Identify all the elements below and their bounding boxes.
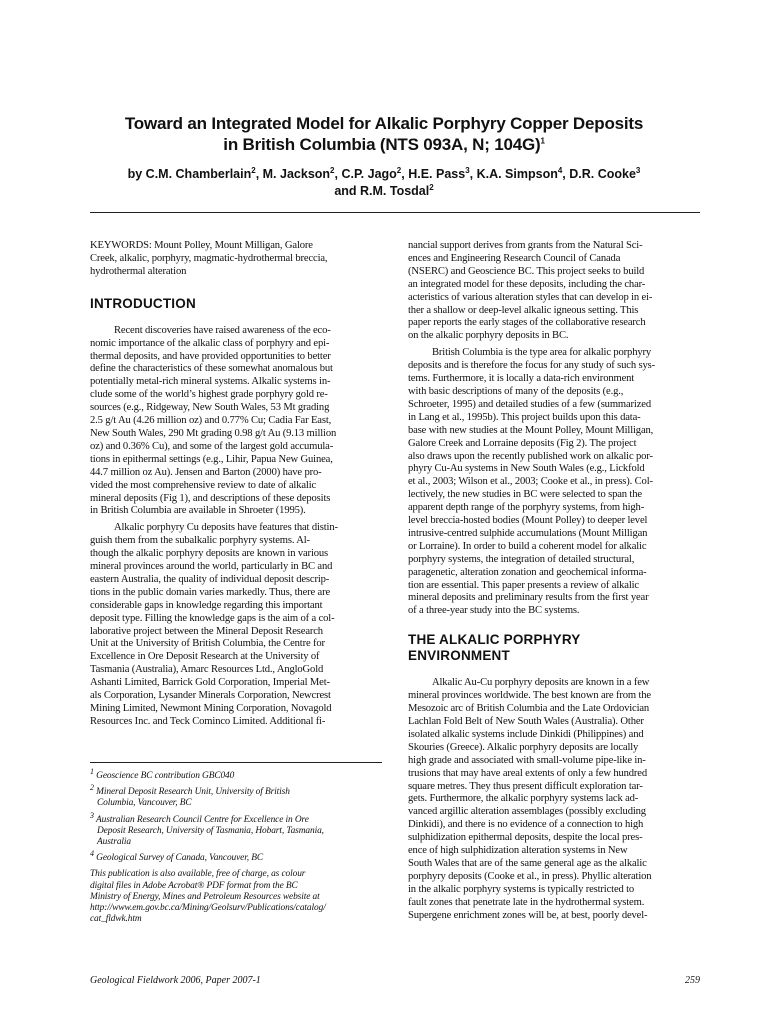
author-affiliation-marker: 2 (251, 165, 256, 175)
text-line: ences and Engineering Research Council of Canada (408, 252, 621, 264)
text-line: (NSERC) and Geoscience BC. This project seeks to build (408, 265, 645, 277)
text-line: deposit type. Filling the knowledge gaps is the aim of a col- (90, 612, 335, 624)
text-line: lectively, the new studies in BC were selected to span the (408, 489, 642, 501)
text-line: mineral deposits and preliminary results from the first year (408, 592, 649, 604)
keywords-paragraph (90, 240, 382, 279)
author: , D.R. Cooke (562, 167, 636, 181)
text-line: trusions that may have areal extents of only a few hundred (408, 767, 647, 779)
text-line: vided the most comprehensive review to date of alkalic (90, 479, 317, 491)
text-line: 44.7 million oz Au). Jensen and Barton (2000) have pro- (90, 466, 322, 478)
text-line: level breccia-hosted bodies (Mount Polley) to deeper level (408, 515, 648, 527)
text-line: clude some of the world’s highest grade porphyry gold re- (90, 389, 328, 401)
author-line-1 (90, 166, 678, 183)
text-line: potentially metal-rich mineral systems. Alkalic systems in- (90, 376, 331, 388)
text-line: with basic descriptions of many of the deposits (e.g., (408, 385, 624, 397)
text-line: porphyry deposits (Cooke et al., in press). Phyllic alteration (408, 870, 652, 882)
footnote (90, 783, 382, 809)
title-line-2-text: in British Columbia (NTS 093A, N; 104G) (223, 135, 541, 154)
text-line: or Lorraine). In order to build a coherent model for alkalic (408, 540, 647, 552)
text-line: Alkalic porphyry Cu deposits have features that distin- (114, 522, 338, 534)
text-line: mineral provinces worldwide. The best known are from the (408, 690, 651, 702)
text-line: tems. Furthermore, it is locally a data-rich environment (408, 373, 635, 385)
text-line: Alkalic Au-Cu porphyry deposits are known in a few (432, 677, 650, 689)
text-line: South Wales that are of the same general age as the alkalic (408, 857, 647, 869)
text-line: Excellence in Ore Deposit Research at the University of (90, 651, 320, 663)
text-line: Mesozoic arc of British Columbia and the Late Ordovician (408, 703, 650, 715)
footnote-marker: 1 (90, 766, 94, 776)
footnote-divider (90, 762, 382, 763)
author: and R.M. Tosdal (334, 184, 430, 198)
text-line: Tasmania (Australia), Amarc Resources Ltd., AngloGold (90, 664, 324, 676)
text-line: paragenetic, alteration zonation and geochemical informa- (408, 566, 647, 578)
text-line: Ashanti Limited, Barrick Gold Corporation, Imperial Met- (90, 677, 330, 689)
footnote-line: This publication is also available, free of charge, as colour (90, 869, 306, 880)
footnote-line (90, 810, 382, 826)
text-line: Unit at the University of British Columbia, the Centre for (90, 638, 325, 650)
text-line: in the alkalic porphyry systems is typically restricted to (408, 883, 635, 895)
footnote (90, 849, 382, 864)
text-line: guish them from the subalkalic porphyry systems. Al- (90, 535, 310, 547)
text-line: New South Wales, 290 Mt grading 0.98 g/t Au (9.13 million (90, 427, 337, 439)
text-line: though the alkalic porphyry deposits are known in various (90, 548, 328, 560)
footnote-line: Ministry of Energy, Mines and Petroleum Resources website at (90, 891, 320, 902)
footnote-line: Columbia, Vancouver, BC (97, 798, 192, 809)
introduction-paragraph-1 (90, 325, 382, 519)
text-line: define the characteristics of these somewhat anomalous but (90, 363, 333, 375)
text-line: Creek, alkalic, porphyry, magmatic-hydrothermal breccia, (90, 252, 328, 264)
footnote-line: digital files in Adobe Acrobat® PDF format from the BC (90, 880, 298, 891)
title-line-1: Toward an Integrated Model for Alkalic Porphyry Copper Deposits (124, 114, 644, 133)
footnote-text: Mineral Deposit Research Unit, University of British (96, 787, 290, 798)
publication-note (90, 869, 382, 925)
footnote-line: Australia (97, 837, 131, 848)
text-line: also draws upon the recently published work on alkalic por- (408, 450, 653, 462)
text-line: intrusive-centred sulphide accumulations (Mount Milligan (408, 527, 648, 539)
footnote-line: cat_fldwk.htm (90, 914, 142, 925)
author: , K.A. Simpson (469, 167, 558, 181)
author: , H.E. Pass (401, 167, 466, 181)
author-affiliation-marker: 3 (465, 165, 470, 175)
footnote-marker: 4 (90, 849, 94, 859)
author: by C.M. Chamberlain (127, 167, 252, 181)
text-line: laborative project between the Mineral Deposit Research (90, 625, 323, 637)
footnote-text: Australian Research Council Centre for Excellence in Ore (95, 814, 309, 825)
text-line: paper reports the early stages of the collaborative research (408, 317, 646, 329)
text-line: mineral deposits (Fig 1), and descriptions of these deposits (90, 492, 331, 504)
text-line: ence of high sulphidization alteration systems in New (408, 845, 628, 857)
text-line: als Corporation, Lysander Minerals Corporation, Newcrest (90, 690, 331, 702)
text-line: vanced argillic alteration assemblages (possibly excluding (408, 806, 646, 818)
footnote-line (90, 783, 382, 798)
text-line: in British Columbia are available in Shroeter (1995). (90, 505, 306, 517)
author-line-2 (90, 183, 678, 200)
author-affiliation-marker: 2 (429, 182, 434, 192)
text-line: apparent depth range of the porphyry systems, from high- (408, 502, 645, 514)
text-line: phyry Cu-Au systems in New South Wales (e.g., Lickfold (408, 463, 645, 475)
text-line: Dinkidi), and there is no evidence of a connection to high (408, 819, 644, 831)
text-line: of a three-year study into the BC systems. (408, 605, 580, 617)
author-affiliation-marker: 4 (557, 165, 563, 175)
funding-paragraph (408, 240, 700, 343)
text-line: sources (e.g., Ridgeway, New South Wales, 53 Mt grading (90, 402, 330, 414)
footnote-marker: 2 (90, 783, 94, 793)
text-line: tions in the public domain varies markedly. Thus, there are (90, 586, 331, 598)
text-line: KEYWORDS: Mount Polley, Mount Milligan, Galore (90, 240, 313, 251)
text-line: 2.5 g/t Au (4.26 million oz) and 0.77% Cu; Cadia Far East, (90, 415, 332, 427)
text-line: acteristics of various alteration styles that can develop in ei- (408, 291, 653, 303)
footnote-line (90, 849, 382, 864)
footnote-line: Deposit Research, University of Tasmania, Hobart, Tasmania, (97, 825, 324, 836)
text-line: oz) and 0.36% Cu), and some of the largest gold accumula- (90, 440, 334, 452)
text-line: gets. Furthermore, the alkalic porphyry systems lack ad- (408, 793, 639, 805)
text-line: Recent discoveries have raised awareness of the eco- (114, 324, 331, 336)
text-line: Lachlan Fold Belt of New South Wales (Australia). Other (408, 716, 644, 727)
text-line: Supergene enrichment zones will be, at best, poorly devel- (408, 909, 648, 921)
text-line: et al., 2003; Wilson et al., 2003; Cooke et al., in press). Col- (408, 476, 653, 488)
alkalic-porphyry-paragraph (408, 677, 700, 922)
text-line: hydrothermal alteration (90, 265, 187, 277)
text-line: Resources Inc. and Teck Cominco Limited. Additional fi- (90, 715, 326, 727)
footnotes (90, 766, 382, 930)
text-line: thermal deposits, and have provided opportunities to better (90, 350, 331, 362)
text-line: tions in epithermal settings (e.g., Lihir, Papua New Guinea, (90, 453, 333, 465)
footnote-line: http://www.em.gov.bc.ca/Mining/Geolsurv/Publications/catalog/ (90, 903, 326, 914)
text-line: tion are essential. This paper presents a review of alkalic (408, 579, 639, 591)
text-line: deposits and is therefore the focus for any study of such sys- (408, 360, 655, 372)
text-line: British Columbia is the type area for alkalic porphyry (432, 347, 652, 359)
heading-line: ENVIRONMENT (408, 648, 510, 664)
footnote-line (90, 766, 382, 782)
text-line: isolated alkalic systems include Dinkidi (Philippines) and (408, 728, 644, 740)
text-line: in Lang et al., 1995b). This project builds upon this data- (408, 411, 641, 423)
author-list (90, 166, 678, 200)
text-line: ther a shallow or deep-level alkalic igneous setting. This (408, 304, 639, 316)
alkalic-porphyry-environment-heading (408, 632, 700, 664)
footnote-marker: 3 (90, 810, 94, 820)
text-line: Galore Creek and Lorraine deposits (Fig 2). The project (408, 437, 637, 449)
text-line: high grade and associated with small-volume pipe-like in- (408, 754, 646, 766)
author-affiliation-marker: 2 (396, 165, 402, 175)
text-line: sulphidization epithermal deposits, despite the local pres- (408, 832, 643, 844)
author-affiliation-marker: 2 (330, 165, 335, 175)
british-columbia-paragraph (408, 347, 700, 618)
text-line: on the alkalic porphyry deposits in BC. (408, 330, 569, 342)
text-line: considerable gaps in knowledge regarding this important (90, 599, 323, 611)
text-line: nancial support derives from grants from the Natural Sci- (408, 240, 643, 251)
journal-footer: Geological Fieldwork 2006, Paper 2007-1 (90, 975, 261, 986)
footnote (90, 766, 382, 782)
header-divider (90, 212, 700, 213)
author-affiliation-marker: 3 (635, 165, 641, 175)
title-footnote-marker: 1 (540, 136, 545, 146)
footnote-text: Geoscience BC contribution GBC040 (96, 771, 235, 781)
footnote (90, 810, 382, 849)
text-line: nomic importance of the alkalic class of porphyry and epi- (90, 337, 330, 349)
page-number: 259 (685, 975, 700, 986)
text-line: an integrated model for these deposits, including the char- (408, 278, 646, 290)
introduction-paragraph-2 (90, 522, 382, 729)
left-column (90, 240, 382, 729)
author: , M. Jackson (255, 167, 331, 181)
text-line: fault zones that penetrate late in the hydrothermal system. (408, 896, 645, 908)
footnote-text: Geological Survey of Canada, Vancouver, BC (96, 853, 264, 864)
text-line: Mining Limited, Newmont Mining Corporation, Novagold (90, 703, 332, 714)
text-line: porphyry systems, the integration of detailed structural, (408, 553, 635, 565)
text-line: Skouries (Greece). Alkalic porphyry deposits are locally (408, 741, 639, 753)
heading-line: THE ALKALIC PORPHYRY (408, 632, 581, 648)
right-column (408, 240, 700, 923)
text-line: base with new studies at the Mount Polley, Mount Milligan, (408, 424, 654, 436)
text-line: eastern Australia, the quality of individual deposit descrip- (90, 573, 330, 585)
paper-title (90, 113, 678, 155)
text-line: square metres. They thus present difficult exploration tar- (408, 780, 643, 792)
text-line: mineral provinces around the world, particularly in BC and (90, 561, 333, 573)
introduction-heading: INTRODUCTION (90, 295, 196, 311)
author: , C.P. Jago (334, 167, 397, 181)
title-line-2 (90, 134, 678, 155)
text-line: Schroeter, 1995) and detailed studies of a few (summarized (408, 398, 651, 410)
